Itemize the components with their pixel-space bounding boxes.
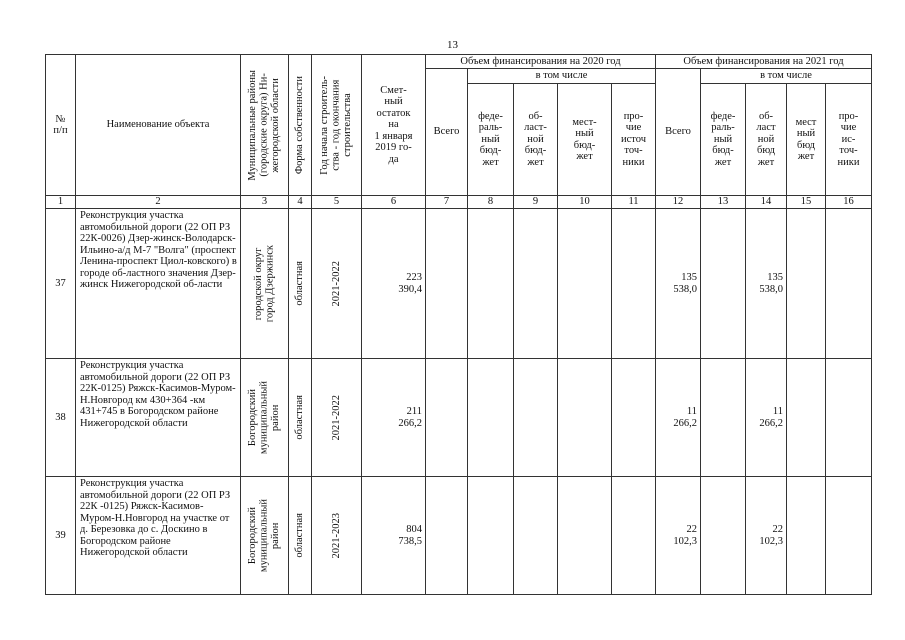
empty-cell bbox=[787, 359, 826, 477]
row-number: 37 bbox=[46, 209, 76, 359]
ownership-text: областная bbox=[294, 395, 306, 440]
empty-cell bbox=[701, 359, 746, 477]
empty-cell bbox=[426, 477, 468, 595]
col-num-4: 4 bbox=[289, 196, 312, 209]
years-cell bbox=[312, 359, 362, 477]
municipal-cell bbox=[241, 209, 289, 359]
years-cell bbox=[312, 477, 362, 595]
financing-table bbox=[45, 54, 872, 595]
years-text: 2021-2023 bbox=[330, 512, 342, 559]
empty-cell bbox=[558, 209, 612, 359]
row-number: 38 bbox=[46, 359, 76, 477]
ownership-text: областная bbox=[294, 513, 306, 558]
empty-cell bbox=[787, 477, 826, 595]
header-total-2020: Всего bbox=[426, 69, 468, 196]
empty-cell bbox=[426, 209, 468, 359]
total-2021-value: 135 538,0 bbox=[656, 209, 701, 359]
header-other-2020: про- чие источ точ- ники bbox=[612, 84, 656, 196]
col-num-1: 1 bbox=[46, 196, 76, 209]
header-fin-2020: Объем финансирования на 2020 год bbox=[426, 55, 656, 69]
empty-cell bbox=[612, 209, 656, 359]
ownership-cell bbox=[289, 359, 312, 477]
header-municipal-text: Муниципальные районы (городские округа) Ни- жегородской области bbox=[247, 69, 282, 181]
object-name: Реконструкция участка автомобильной дороги (22 ОП РЗ 22К -0125) Ряжск-Касимов-Муром-Н.Новгород на участке от д. Березовка до с. Доскино в Богородском районе Нижегородской области bbox=[76, 477, 241, 595]
empty-cell bbox=[426, 359, 468, 477]
header-years-text: Год начала строитель- ства - год окончания строительства bbox=[319, 75, 354, 175]
empty-cell bbox=[701, 209, 746, 359]
header-local-2020: мест- ный бюд- жет bbox=[558, 84, 612, 196]
col-num-6: 6 bbox=[362, 196, 426, 209]
total-2021-value: 11 266,2 bbox=[656, 359, 701, 477]
header-regional-2021: об- ласт ной бюд жет bbox=[746, 84, 787, 196]
header-regional-2020: об- ласт- ной бюд- жет bbox=[514, 84, 558, 196]
table-row bbox=[46, 477, 872, 595]
header-num: № п/п bbox=[46, 55, 76, 196]
empty-cell bbox=[612, 477, 656, 595]
col-num-8: 8 bbox=[468, 196, 514, 209]
regional-2021-value: 22 102,3 bbox=[746, 477, 787, 595]
col-num-3: 3 bbox=[241, 196, 289, 209]
regional-2021-value: 135 538,0 bbox=[746, 209, 787, 359]
empty-cell bbox=[612, 359, 656, 477]
years-text: 2021-2022 bbox=[330, 260, 342, 307]
empty-cell bbox=[558, 359, 612, 477]
total-2021-value: 22 102,3 bbox=[656, 477, 701, 595]
object-name: Реконструкция участка автомобильной дороги (22 ОП РЗ 22К-0125) Ряжск-Касимов-Муром-Н.Новгород км 430+364 -км 431+745 в Богородском районе Нижегородской области bbox=[76, 359, 241, 477]
municipal-text: городской округ город Дзержинск bbox=[253, 244, 276, 323]
municipal-cell bbox=[241, 477, 289, 595]
header-municipal bbox=[241, 55, 289, 196]
col-num-14: 14 bbox=[746, 196, 787, 209]
table-row bbox=[46, 359, 872, 477]
page-number: 13 bbox=[447, 39, 458, 51]
empty-cell bbox=[514, 477, 558, 595]
col-num-9: 9 bbox=[514, 196, 558, 209]
estimate-value: 211 266,2 bbox=[362, 359, 426, 477]
years-text: 2021-2022 bbox=[330, 394, 342, 441]
object-name: Реконструкция участка автомобильной дороги (22 ОП РЗ 22К-0026) Дзер-жинск-Володарск-Ильино-а/д М-7 "Волга" (проспект Ленина-проспект Циол-ковского) в городе об-ластного значения Дзер-жинск Нижегородской об-ласти bbox=[76, 209, 241, 359]
estimate-value: 223 390,4 bbox=[362, 209, 426, 359]
header-name: Наименование объекта bbox=[76, 55, 241, 196]
col-num-5: 5 bbox=[312, 196, 362, 209]
municipal-text: Богородский муниципальный район bbox=[247, 380, 282, 455]
col-num-12: 12 bbox=[656, 196, 701, 209]
header-federal-2021: феде- раль- ный бюд- жет bbox=[701, 84, 746, 196]
header-total-2021: Всего bbox=[656, 69, 701, 196]
header-ownership bbox=[289, 55, 312, 196]
col-num-16: 16 bbox=[826, 196, 872, 209]
header-local-2021: мест ный бюд жет bbox=[787, 84, 826, 196]
header-incl-2021: в том числе bbox=[701, 69, 872, 84]
empty-cell bbox=[826, 477, 872, 595]
empty-cell bbox=[468, 477, 514, 595]
empty-cell bbox=[468, 209, 514, 359]
header-federal-2020: феде- раль- ный бюд- жет bbox=[468, 84, 514, 196]
estimate-value: 804 738,5 bbox=[362, 477, 426, 595]
header-estimate: Смет- ный остаток на 1 января 2019 го- да bbox=[362, 55, 426, 196]
column-numbers-row bbox=[46, 196, 872, 209]
empty-cell bbox=[558, 477, 612, 595]
col-num-15: 15 bbox=[787, 196, 826, 209]
col-num-7: 7 bbox=[426, 196, 468, 209]
header-ownership-text: Форма собственности bbox=[294, 75, 306, 175]
ownership-cell bbox=[289, 209, 312, 359]
header-incl-2020: в том числе bbox=[468, 69, 656, 84]
col-num-2: 2 bbox=[76, 196, 241, 209]
municipal-text: Богородский муниципальный район bbox=[247, 498, 282, 573]
table-row bbox=[46, 209, 872, 359]
empty-cell bbox=[514, 359, 558, 477]
empty-cell bbox=[468, 359, 514, 477]
empty-cell bbox=[826, 209, 872, 359]
row-number: 39 bbox=[46, 477, 76, 595]
empty-cell bbox=[514, 209, 558, 359]
ownership-cell bbox=[289, 477, 312, 595]
header-other-2021: про- чие ис- точ- ники bbox=[826, 84, 872, 196]
header-years bbox=[312, 55, 362, 196]
ownership-text: областная bbox=[294, 261, 306, 306]
header-fin-2021: Объем финансирования на 2021 год bbox=[656, 55, 872, 69]
empty-cell bbox=[787, 209, 826, 359]
col-num-13: 13 bbox=[701, 196, 746, 209]
col-num-10: 10 bbox=[558, 196, 612, 209]
municipal-cell bbox=[241, 359, 289, 477]
col-num-11: 11 bbox=[612, 196, 656, 209]
years-cell bbox=[312, 209, 362, 359]
header-row-1 bbox=[46, 55, 872, 69]
empty-cell bbox=[826, 359, 872, 477]
empty-cell bbox=[701, 477, 746, 595]
regional-2021-value: 11 266,2 bbox=[746, 359, 787, 477]
